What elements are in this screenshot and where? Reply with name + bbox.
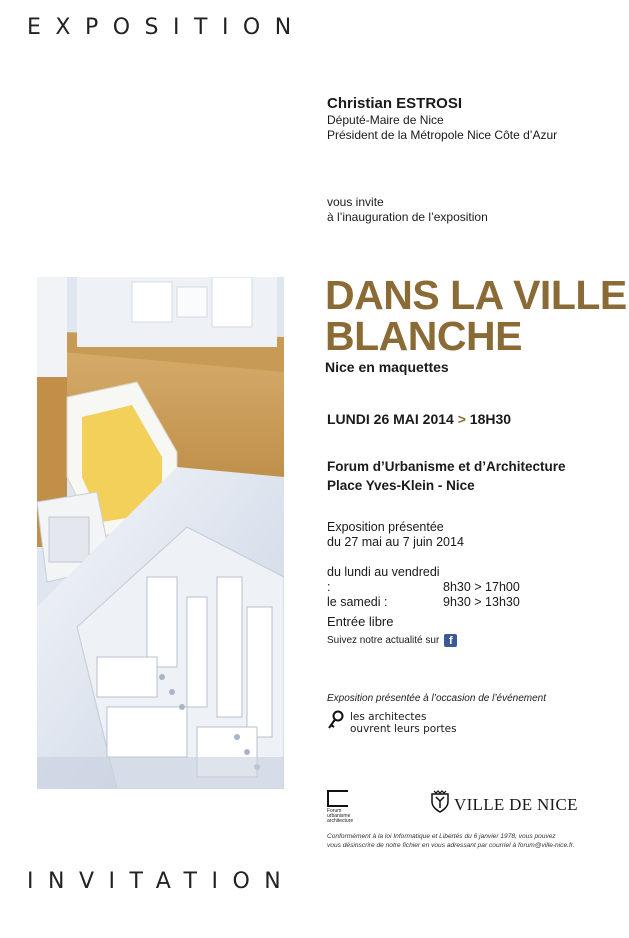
date: LUNDI 26 MAI 2014 <box>327 411 454 427</box>
legal-line-1: Conformément à la loi Informatique et Libertés du 6 janvier 1978, vous pouvez <box>327 833 556 840</box>
venue-line-2: Place Yves-Klein - Nice <box>327 478 475 493</box>
hours-sat <box>327 595 520 610</box>
entry-text: Entrée libre <box>327 614 394 629</box>
host-role-2: Président de la Métropole Nice Côte d’Azur <box>327 128 558 142</box>
exposition-heading: EXPOSITION <box>27 15 306 40</box>
arrow: > <box>457 411 466 427</box>
exhibit-title <box>325 272 627 375</box>
hours-sat-label: le samedi : <box>327 595 388 609</box>
legal-line-2: vous désinscrire de notre fichier en vous adressant par courriel à forum@ville-nice.fr. <box>327 842 575 849</box>
host-role-1: Député-Maire de Nice <box>327 113 444 127</box>
invite-line-2: à l’inauguration de l’exposition <box>327 210 488 224</box>
facebook-icon[interactable]: f <box>444 634 457 647</box>
invitation-heading: INVITATION <box>27 869 296 894</box>
city-name: VILLE DE NICE <box>454 794 578 814</box>
invite-block <box>327 195 488 225</box>
ville-de-nice-logo <box>430 790 578 819</box>
forum-line-2: urbanisme <box>327 813 351 819</box>
legal-notice <box>327 832 575 850</box>
venue-line-1: Forum d’Urbanisme et d’Architecture <box>327 459 566 474</box>
host-block <box>327 95 557 143</box>
date-line <box>327 411 511 427</box>
forum-line-3: architecture <box>327 818 354 824</box>
event-logo <box>327 710 457 735</box>
model-photo <box>37 277 284 789</box>
event-intro: Exposition présentée à l’occasion de l’événement <box>327 693 547 704</box>
forum-line-1: Forum <box>327 808 342 814</box>
venue-block <box>327 457 566 495</box>
hours-block <box>327 565 520 610</box>
event-line-1: les architectes <box>350 710 427 723</box>
dates-block <box>327 520 464 550</box>
model-illustration <box>37 277 284 789</box>
invite-line-1: vous invite <box>327 195 384 209</box>
forum-logo <box>327 790 353 824</box>
follow-line[interactable] <box>327 634 457 647</box>
hours-week-value: 8h30 > 17h00 <box>443 580 520 594</box>
follow-text: Suivez notre actualité sur <box>327 635 440 646</box>
key-icon <box>327 710 345 735</box>
hours-sat-value: 9h30 > 13h30 <box>443 595 520 609</box>
hours-week-label: du lundi au vendredi : <box>327 565 440 594</box>
host-name: Christian ESTROSI <box>327 95 463 112</box>
event-line-2: ouvrent leurs portes <box>350 722 457 735</box>
forum-logo-mark <box>327 790 348 807</box>
time: 18H30 <box>469 411 512 427</box>
title-line-1: DANS LA VILLE <box>325 272 627 318</box>
title-line-2: BLANCHE <box>325 313 522 359</box>
forum-logo-text <box>327 809 353 824</box>
shown-line-2: du 27 mai au 7 juin 2014 <box>327 535 464 549</box>
subtitle: Nice en maquettes <box>325 359 449 375</box>
hours-week <box>327 565 520 595</box>
shown-line-1: Exposition présentée <box>327 520 444 534</box>
city-crest-icon <box>430 790 450 819</box>
